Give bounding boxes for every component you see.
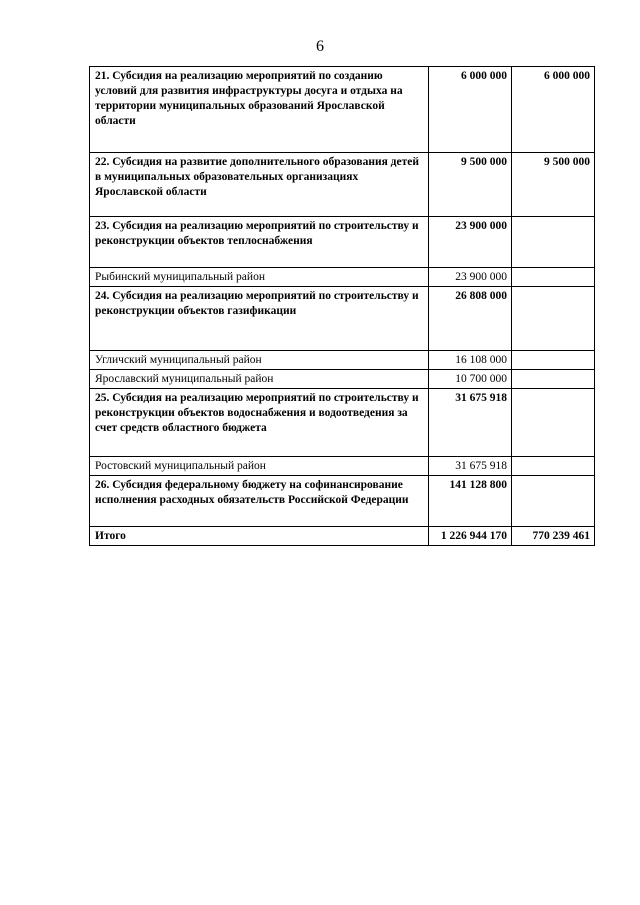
value-cell-2 bbox=[512, 370, 595, 389]
value-cell-1: 141 128 800 bbox=[429, 476, 512, 527]
value-cell-1: 23 900 000 bbox=[429, 217, 512, 268]
district-row bbox=[90, 268, 595, 287]
value-cell-1: 9 500 000 bbox=[429, 153, 512, 217]
row-name-cell: Ярославский муниципальный район bbox=[90, 370, 429, 389]
subsidy-row bbox=[90, 217, 595, 268]
subsidy-row bbox=[90, 287, 595, 351]
subsidy-row bbox=[90, 67, 595, 153]
value-cell-2: 770 239 461 bbox=[512, 527, 595, 546]
row-name-cell: 23. Субсидия на реализацию мероприятий по строительству и реконструкции объектов теплоснабжения bbox=[90, 217, 429, 268]
subsidy-table bbox=[89, 66, 595, 546]
subsidy-row bbox=[90, 476, 595, 527]
value-cell-1: 23 900 000 bbox=[429, 268, 512, 287]
value-cell-2 bbox=[512, 476, 595, 527]
row-name-cell: 25. Субсидия на реализацию мероприятий по строительству и реконструкции объектов водоснабжения и водоотведения за счет средств областного бюджета bbox=[90, 389, 429, 457]
value-cell-2 bbox=[512, 268, 595, 287]
district-row bbox=[90, 370, 595, 389]
district-row bbox=[90, 351, 595, 370]
row-name-cell: Угличский муниципальный район bbox=[90, 351, 429, 370]
value-cell-1: 31 675 918 bbox=[429, 389, 512, 457]
value-cell-2 bbox=[512, 287, 595, 351]
district-row bbox=[90, 457, 595, 476]
value-cell-2 bbox=[512, 351, 595, 370]
value-cell-1: 31 675 918 bbox=[429, 457, 512, 476]
row-name-cell: 24. Субсидия на реализацию мероприятий по строительству и реконструкции объектов газификации bbox=[90, 287, 429, 351]
value-cell-2 bbox=[512, 457, 595, 476]
row-name-cell: Рыбинский муниципальный район bbox=[90, 268, 429, 287]
total-row bbox=[90, 527, 595, 546]
value-cell-2 bbox=[512, 217, 595, 268]
row-name-cell: 26. Субсидия федеральному бюджету на софинансирование исполнения расходных обязательств Российской Федерации bbox=[90, 476, 429, 527]
value-cell-2: 9 500 000 bbox=[512, 153, 595, 217]
value-cell-1: 6 000 000 bbox=[429, 67, 512, 153]
value-cell-2 bbox=[512, 389, 595, 457]
subsidy-row bbox=[90, 389, 595, 457]
row-name-cell: 22. Субсидия на развитие дополнительного образования детей в муниципальных образовательных организациях Ярославской области bbox=[90, 153, 429, 217]
page-number: 6 bbox=[316, 38, 324, 55]
value-cell-1: 26 808 000 bbox=[429, 287, 512, 351]
value-cell-1: 10 700 000 bbox=[429, 370, 512, 389]
subsidy-row bbox=[90, 153, 595, 217]
value-cell-1: 1 226 944 170 bbox=[429, 527, 512, 546]
value-cell-1: 16 108 000 bbox=[429, 351, 512, 370]
row-name-cell: 21. Субсидия на реализацию мероприятий по созданию условий для развития инфраструктуры досуга и отдыха на территории муниципальных образований Ярославской области bbox=[90, 67, 429, 153]
value-cell-2: 6 000 000 bbox=[512, 67, 595, 153]
row-name-cell: Ростовский муниципальный район bbox=[90, 457, 429, 476]
row-name-cell: Итого bbox=[90, 527, 429, 546]
